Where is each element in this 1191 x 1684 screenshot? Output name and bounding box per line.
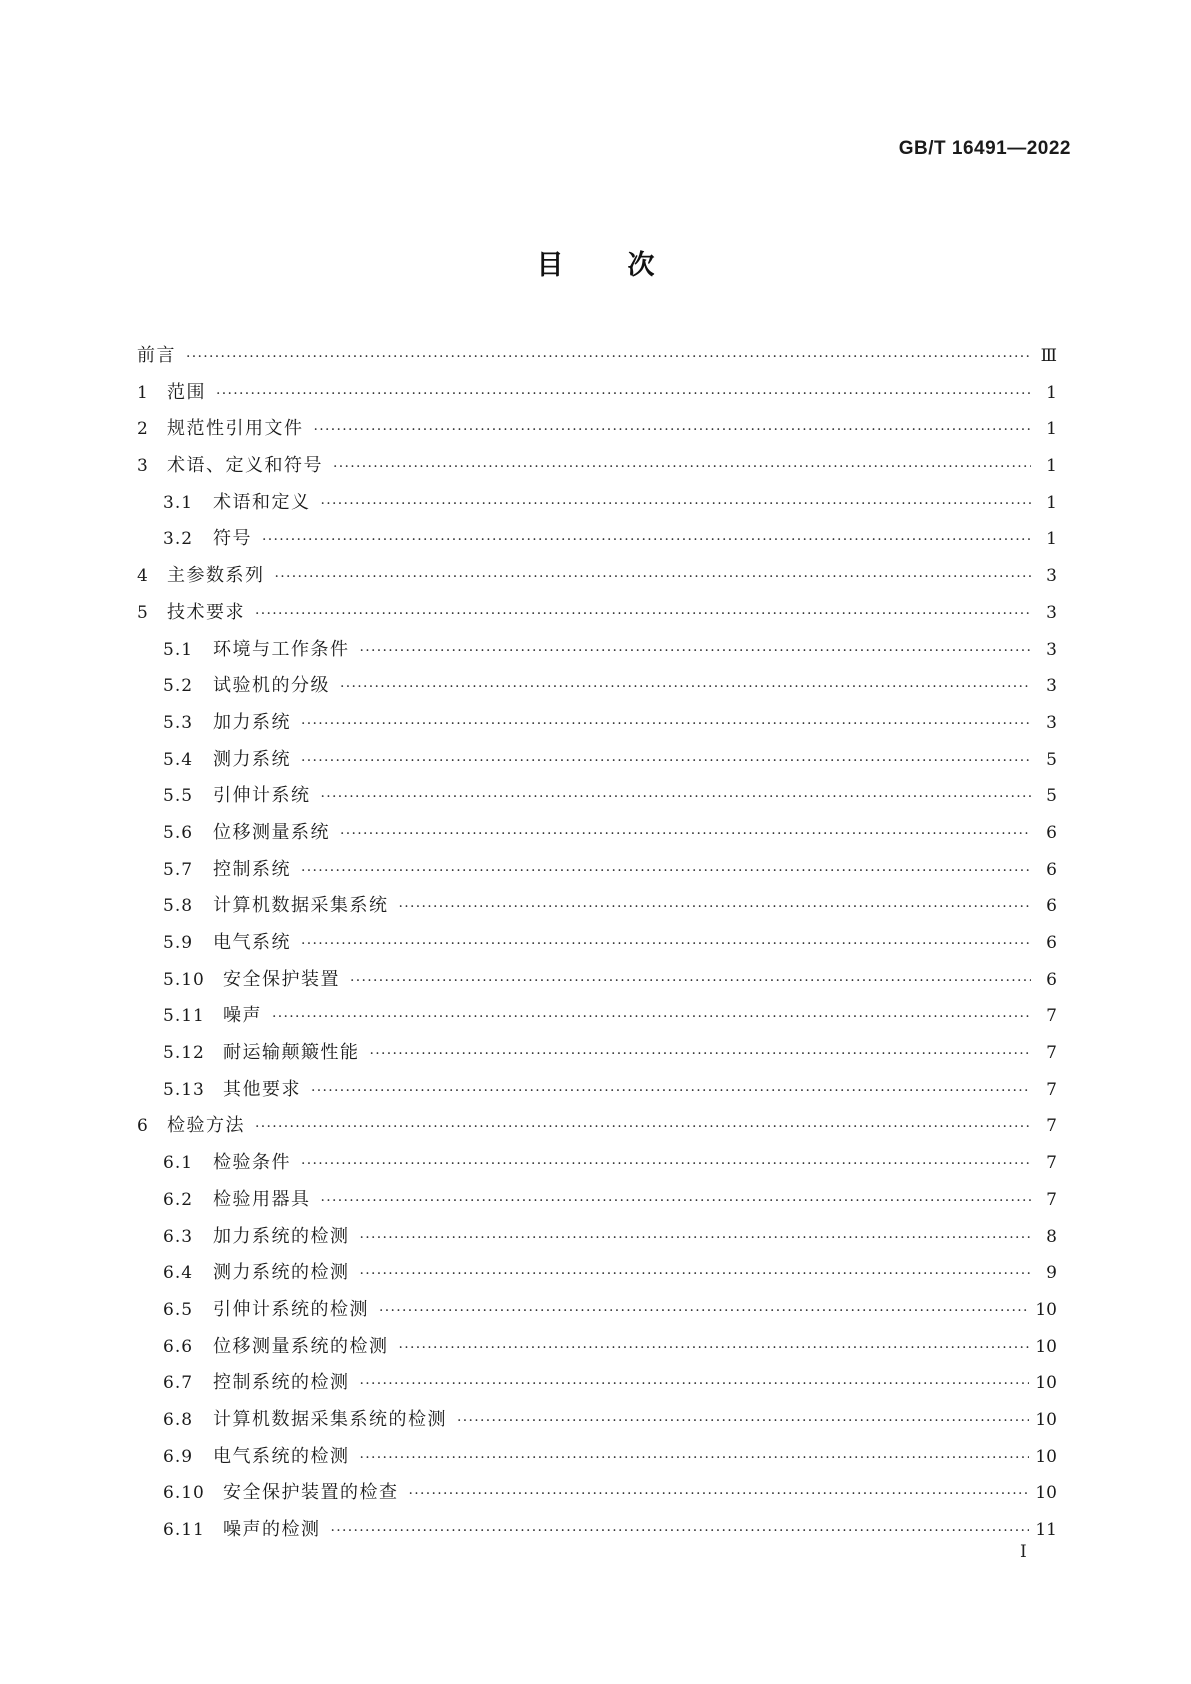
toc-dot-leader: [272, 999, 1031, 1036]
toc-dot-leader: [255, 1109, 1031, 1146]
toc-entry-page: 10: [1035, 1409, 1057, 1430]
toc-entry-page: 7: [1046, 1006, 1057, 1027]
toc-dot-leader: [360, 1366, 1030, 1403]
toc-entry-label: 噪声: [223, 1005, 262, 1027]
toc-entry[interactable]: [137, 1255, 1057, 1292]
toc-entry-label: 控制系统的检测: [213, 1372, 350, 1394]
toc-entry-number: 5.7: [163, 859, 194, 880]
toc-entry-number: 5.6: [163, 822, 194, 843]
toc-entry[interactable]: [137, 595, 1057, 632]
toc-entry-label: 加力系统: [213, 711, 291, 733]
toc-entry-label: 位移测量系统: [213, 821, 330, 843]
toc-entry[interactable]: [137, 375, 1057, 412]
toc-entry-page: 10: [1035, 1483, 1057, 1504]
toc-entry-label: 其他要求: [223, 1078, 301, 1100]
toc-entry-number: 5.10: [163, 969, 205, 990]
toc-entry-label: 范围: [167, 381, 206, 403]
toc-entry-label: 环境与工作条件: [213, 638, 350, 660]
toc-entry[interactable]: [137, 632, 1057, 669]
toc-entry-label: 位移测量系统的检测: [213, 1335, 389, 1357]
toc-entry-page: 7: [1046, 1043, 1057, 1064]
toc-entry[interactable]: [137, 925, 1057, 962]
toc-dot-leader: [321, 1183, 1032, 1220]
toc-entry-label: 噪声的检测: [223, 1519, 321, 1540]
toc-entry[interactable]: [137, 1439, 1057, 1476]
toc-entry-page: 10: [1035, 1299, 1057, 1320]
toc-entry[interactable]: [137, 448, 1057, 485]
toc-entry[interactable]: [137, 852, 1057, 889]
toc-entry-number: 6.4: [163, 1263, 194, 1284]
toc-entry-page: 3: [1046, 676, 1057, 697]
toc-entry-label: 前言: [137, 345, 176, 366]
toc-entry[interactable]: [137, 778, 1057, 815]
toc-entry-number: 6: [137, 1116, 149, 1137]
toc-entry-label: 耐运输颠簸性能: [223, 1042, 360, 1064]
toc-entry-page: 7: [1046, 1153, 1057, 1174]
toc-entry[interactable]: [137, 998, 1057, 1035]
toc-entry-number: 3: [137, 456, 149, 477]
toc-title-char-1: 目: [536, 250, 564, 281]
toc-entry[interactable]: [137, 815, 1057, 852]
toc-dot-leader: [262, 522, 1031, 559]
toc-entry-number: 5.13: [163, 1079, 205, 1100]
toc-dot-leader: [379, 1293, 1029, 1330]
toc-entry-page: 3: [1046, 639, 1057, 660]
toc-entry[interactable]: [137, 1512, 1057, 1549]
toc-entry-label: 术语和定义: [213, 491, 311, 513]
toc-entry-label: 符号: [213, 528, 252, 550]
toc-entry-page: 3: [1046, 712, 1057, 733]
toc-entry-page: 7: [1046, 1079, 1057, 1100]
toc-dot-leader: [360, 1220, 1032, 1257]
toc-entry[interactable]: [137, 485, 1057, 522]
toc-dot-leader: [311, 1073, 1031, 1110]
toc-entry-label: 检验用器具: [213, 1188, 311, 1210]
toc-entry-label: 引伸计系统: [213, 785, 311, 807]
toc-entry-number: 4: [137, 566, 149, 587]
toc-dot-leader: [340, 816, 1031, 853]
toc-entry-label: 主参数系列: [167, 565, 265, 587]
toc-list: [137, 338, 1057, 1549]
toc-entry[interactable]: [137, 742, 1057, 779]
toc-entry[interactable]: [137, 888, 1057, 925]
toc-entry-label: 计算机数据采集系统: [213, 895, 389, 917]
toc-dot-leader: [360, 1256, 1032, 1293]
toc-entry[interactable]: [137, 1108, 1057, 1145]
toc-entry-number: 6.8: [163, 1409, 194, 1430]
toc-entry[interactable]: [137, 1475, 1057, 1512]
toc-entry-number: 5.8: [163, 896, 194, 917]
toc-entry-label: 测力系统: [213, 748, 291, 770]
toc-entry[interactable]: [137, 1329, 1057, 1366]
toc-entry-label: 术语、定义和符号: [167, 455, 323, 477]
toc-entry[interactable]: [137, 1072, 1057, 1109]
toc-entry-page: 1: [1046, 529, 1057, 550]
toc-entry-number: 5.9: [163, 933, 194, 953]
toc-entry-label: 安全保护装置的检查: [223, 1482, 399, 1504]
toc-entry-number: 2: [137, 419, 149, 440]
toc-entry-number: 5.4: [163, 749, 194, 770]
toc-entry[interactable]: [137, 1145, 1057, 1182]
toc-entry-number: 6.6: [163, 1336, 194, 1357]
toc-entry[interactable]: [137, 1219, 1057, 1256]
toc-title: [0, 243, 1191, 282]
toc-entry-label: 安全保护装置: [223, 968, 340, 990]
toc-entry-page: 3: [1046, 602, 1057, 623]
toc-entry[interactable]: [137, 338, 1057, 375]
toc-entry-label: 检验方法: [167, 1115, 245, 1137]
toc-entry-number: 6.9: [163, 1446, 194, 1467]
toc-dot-leader: [321, 486, 1032, 523]
page-number: Ⅰ: [1020, 1542, 1027, 1562]
toc-entry[interactable]: [137, 521, 1057, 558]
toc-dot-leader: [321, 779, 1032, 816]
toc-entry[interactable]: [137, 411, 1057, 448]
toc-entry-number: 6.7: [163, 1373, 194, 1394]
toc-entry-label: 控制系统: [213, 858, 291, 880]
toc-entry-page: 1: [1046, 382, 1057, 403]
toc-entry[interactable]: [137, 558, 1057, 595]
toc-entry-number: 6.1: [163, 1153, 194, 1174]
toc-dot-leader: [457, 1403, 1029, 1440]
toc-entry-label: 测力系统的检测: [213, 1262, 350, 1284]
toc-dot-leader: [186, 339, 1031, 376]
toc-entry-number: 6.2: [163, 1189, 194, 1210]
toc-entry-label: 技术要求: [167, 601, 245, 623]
toc-entry-page: 9: [1046, 1263, 1057, 1284]
toc-entry-page: 6: [1046, 859, 1057, 880]
toc-entry-page: 5: [1046, 786, 1057, 807]
toc-entry[interactable]: [137, 1292, 1057, 1329]
toc-dot-leader: [360, 633, 1032, 670]
toc-entry[interactable]: [137, 705, 1057, 742]
toc-dot-leader: [301, 743, 1031, 780]
toc-dot-leader: [370, 1036, 1032, 1073]
toc-entry-page: 6: [1046, 896, 1057, 917]
toc-dot-leader: [314, 412, 1032, 449]
toc-entry-page: 6: [1046, 969, 1057, 990]
toc-title-char-2: 次: [627, 250, 655, 281]
toc-dot-leader: [409, 1476, 1030, 1513]
toc-entry-number: 5.1: [163, 639, 194, 660]
toc-dot-leader: [301, 853, 1031, 890]
toc-entry-page: 8: [1046, 1226, 1057, 1247]
toc-dot-leader: [360, 1440, 1030, 1477]
toc-entry-label: 电气系统: [213, 932, 291, 953]
toc-entry-page: 10: [1035, 1446, 1057, 1467]
toc-dot-leader: [216, 376, 1031, 413]
toc-entry-page: 7: [1046, 1116, 1057, 1137]
toc-entry-label: 试验机的分级: [213, 675, 330, 697]
toc-entry-page: 6: [1046, 822, 1057, 843]
toc-entry-number: 3.2: [163, 529, 194, 550]
toc-dot-leader: [399, 1330, 1030, 1367]
toc-entry-page: 11: [1035, 1520, 1057, 1540]
toc-dot-leader: [340, 669, 1031, 706]
toc-entry-number: 5.11: [163, 1006, 205, 1027]
toc-dot-leader: [301, 926, 1031, 963]
toc-entry[interactable]: [137, 1035, 1057, 1072]
toc-entry-label: 加力系统的检测: [213, 1225, 350, 1247]
toc-entry-number: 6.11: [163, 1520, 205, 1540]
toc-entry-number: 5.3: [163, 712, 194, 733]
toc-entry[interactable]: [137, 668, 1057, 705]
toc-entry-number: 5.2: [163, 676, 194, 697]
standard-code: GB/T 16491—2022: [898, 138, 1071, 159]
toc-entry-page: 1: [1046, 492, 1057, 513]
toc-entry-number: 1: [137, 382, 149, 403]
toc-entry[interactable]: [137, 962, 1057, 999]
toc-entry-page: 7: [1046, 1189, 1057, 1210]
toc-dot-leader: [350, 963, 1031, 1000]
toc-dot-leader: [399, 889, 1032, 926]
toc-entry-page: 5: [1046, 749, 1057, 770]
toc-entry-number: 5.5: [163, 786, 194, 807]
toc-entry-page: Ⅲ: [1040, 346, 1057, 366]
toc-entry-number: 6.3: [163, 1226, 194, 1247]
toc-entry-label: 计算机数据采集系统的检测: [213, 1408, 447, 1430]
toc-entry[interactable]: [137, 1402, 1057, 1439]
toc-dot-leader: [255, 596, 1031, 633]
toc-entry-page: 1: [1046, 456, 1057, 477]
toc-entry-page: 6: [1046, 933, 1057, 953]
toc-entry-number: 5: [137, 602, 149, 623]
toc-entry-number: 3.1: [163, 492, 194, 513]
toc-dot-leader: [331, 1513, 1030, 1550]
toc-dot-leader: [301, 1146, 1031, 1183]
toc-entry-page: 10: [1035, 1336, 1057, 1357]
toc-entry-page: 1: [1046, 419, 1057, 440]
toc-entry-number: 5.12: [163, 1043, 205, 1064]
toc-entry-number: 6.5: [163, 1299, 194, 1320]
toc-dot-leader: [301, 706, 1031, 743]
toc-dot-leader: [333, 449, 1031, 486]
toc-entry-label: 检验条件: [213, 1152, 291, 1174]
toc-entry-label: 规范性引用文件: [167, 418, 304, 440]
toc-entry-label: 引伸计系统的检测: [213, 1298, 369, 1320]
toc-entry-page: 3: [1046, 566, 1057, 587]
toc-entry-number: 6.10: [163, 1483, 205, 1504]
toc-entry[interactable]: [137, 1365, 1057, 1402]
toc-entry-label: 电气系统的检测: [213, 1445, 350, 1467]
toc-entry[interactable]: [137, 1182, 1057, 1219]
toc-entry-page: 10: [1035, 1373, 1057, 1394]
toc-dot-leader: [275, 559, 1032, 596]
